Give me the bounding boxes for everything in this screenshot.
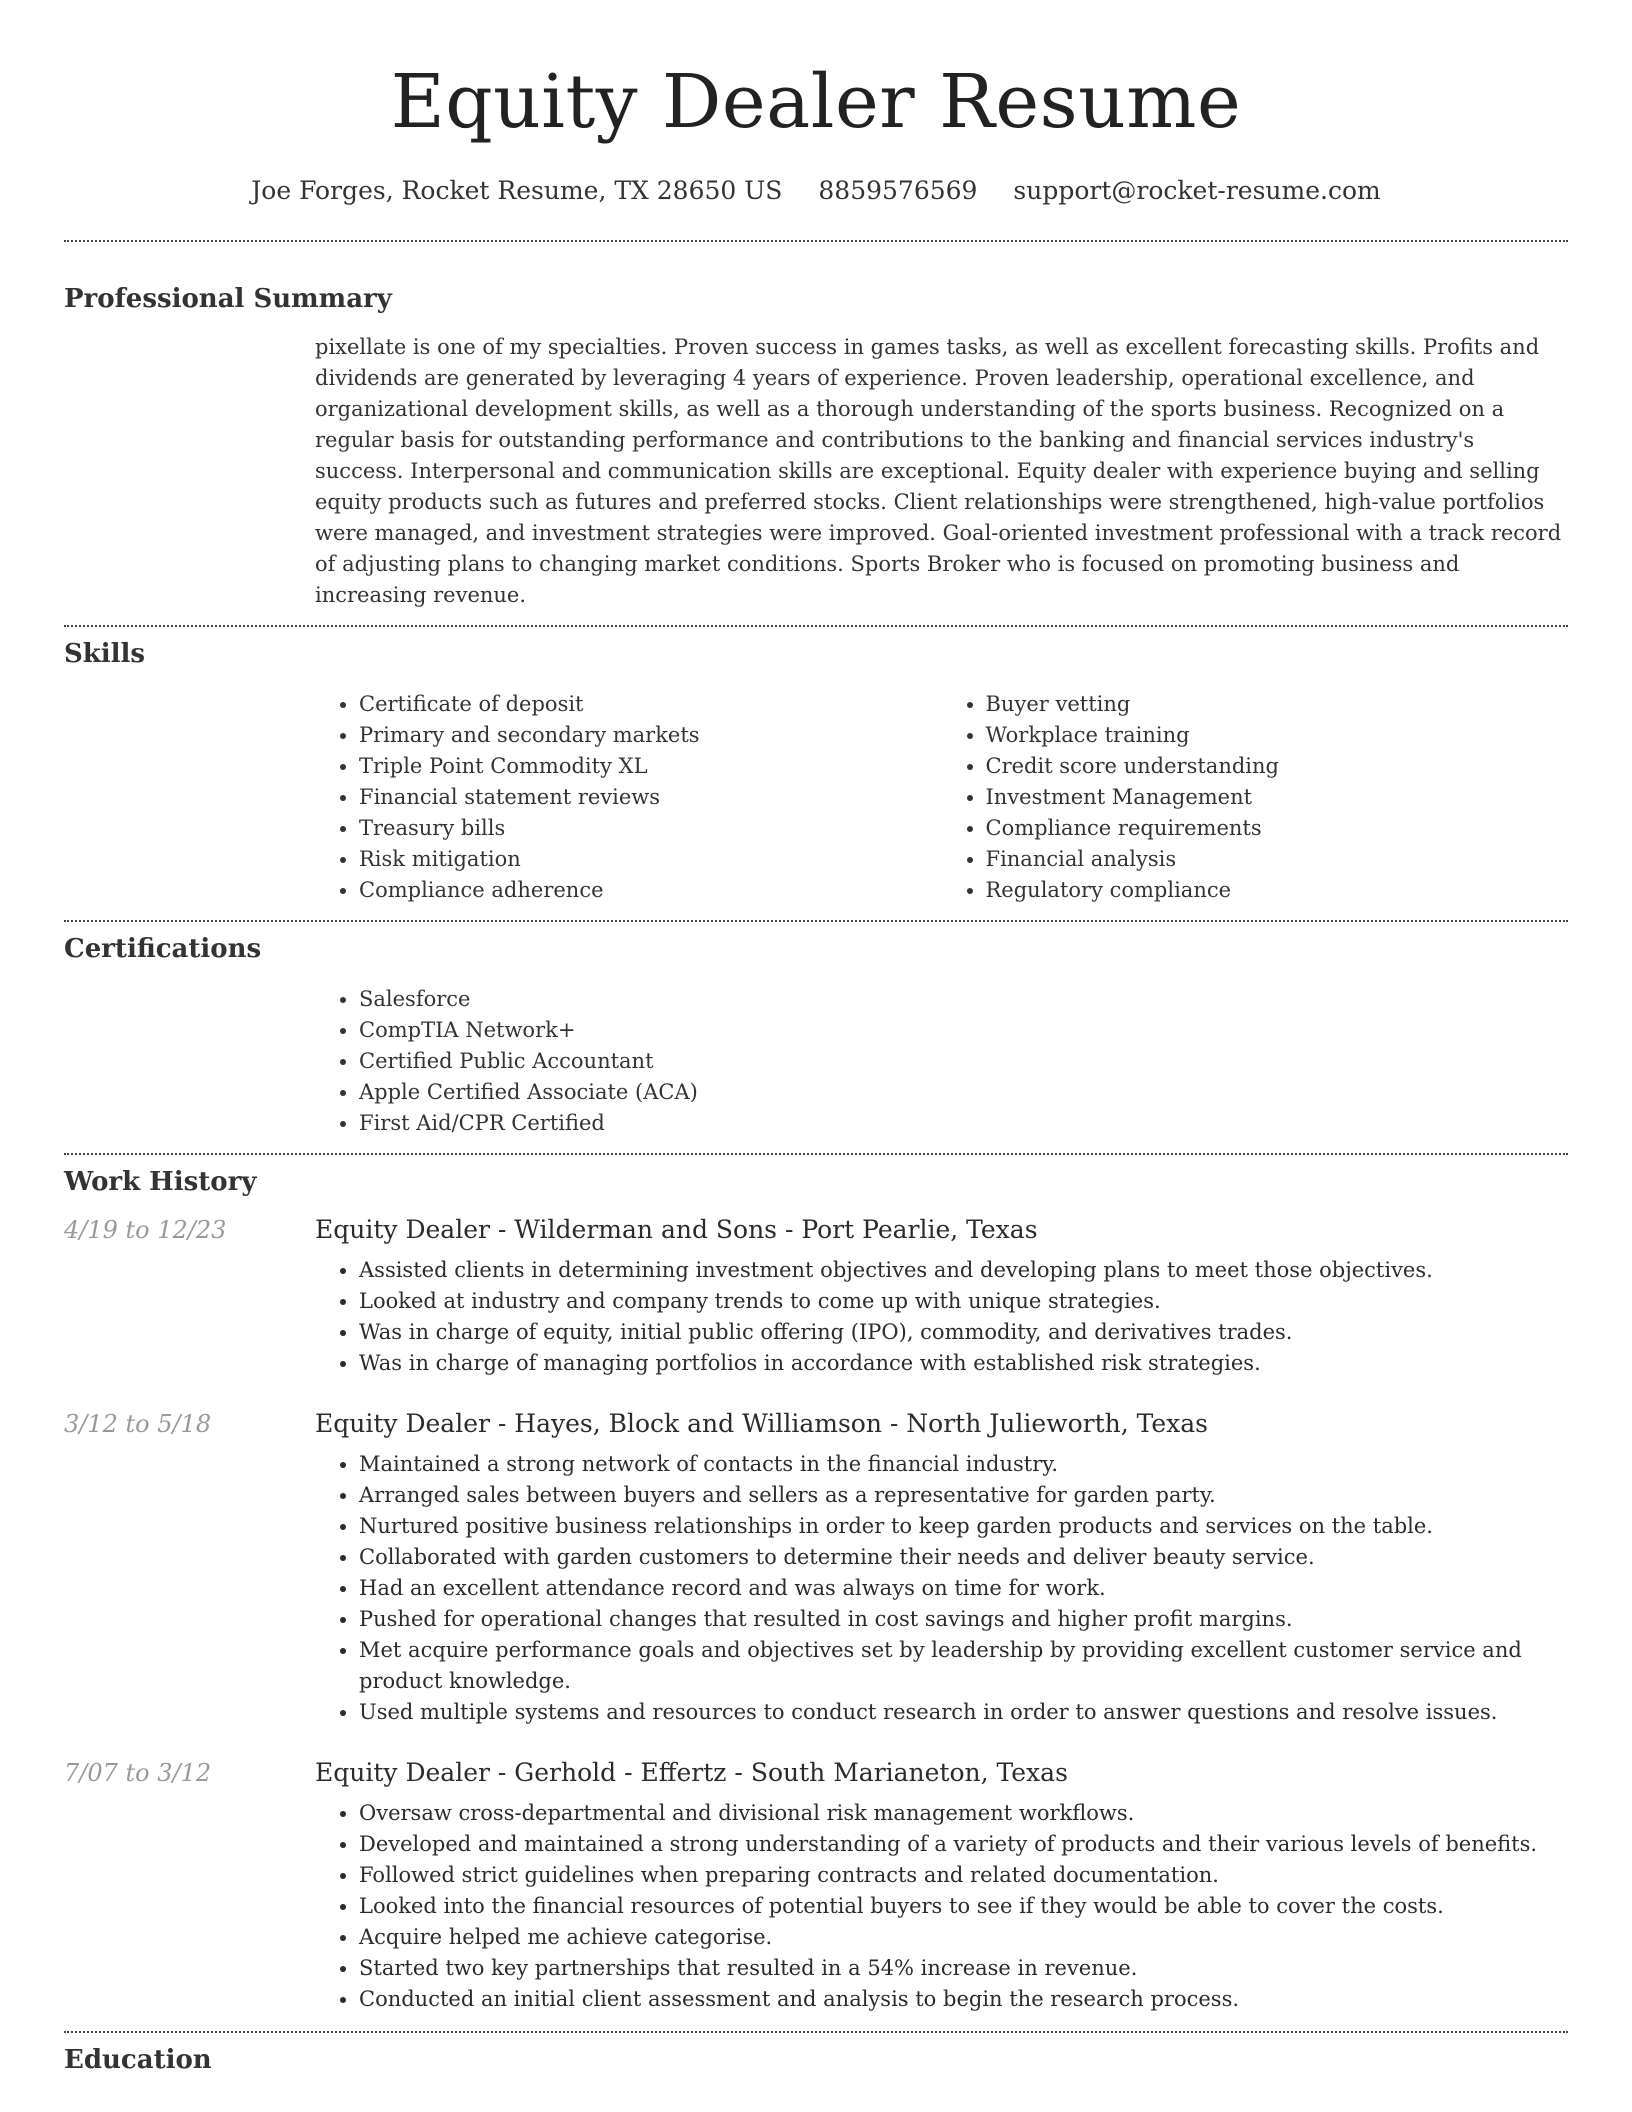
section-heading-work-history: Work History	[64, 1167, 257, 1197]
summary-text: pixellate is one of my specialties. Proven success in games tasks, as well as excellent forecasting skills. Profits and dividends are generated by leveraging 4 years of experience. Proven leadership, operational excellence, and organizational development skills, as well as a thorough understanding of the sports business. Recognized on a regular basis for outstanding performance and contributions to the banking and financial services industry's success. Interpersonal and communication skills are exceptional. Equity dealer with experience buying and selling equity products such as futures and preferred stocks. Client relationships were strengthened, high-value portfolios were managed, and investment strategies were improved. Goal-oriented investment professional with a track record of adjusting plans to changing market conditions. Sports Broker who is focused on promoting business and increasing revenue.	[315, 335, 1562, 607]
list-item: • Arranged sales between buyers and sellers as a representative for garden party.	[359, 1480, 1568, 1511]
list-item: • Investment Management	[986, 782, 1569, 813]
list-item: • Pushed for operational changes that resulted in cost savings and higher profit margins.	[359, 1604, 1568, 1635]
list-item: • Credit score understanding	[986, 751, 1569, 782]
contact-address: Joe Forges, Rocket Resume, TX 28650 US	[251, 176, 783, 205]
skills-columns	[315, 689, 1568, 906]
job-entry	[64, 1407, 1568, 1728]
list-item: • Used multiple systems and resources to conduct research in order to answer questions and resolve issues.	[359, 1697, 1568, 1728]
list-item: • First Aid/CPR Certified	[359, 1108, 1568, 1139]
list-item: • Followed strict guidelines when preparing contracts and related documentation.	[359, 1860, 1568, 1891]
list-item: • Apple Certified Associate (ACA)	[359, 1077, 1568, 1108]
list-item: • Compliance adherence	[359, 875, 942, 906]
job-bullets	[315, 1798, 1568, 2015]
list-item: • Collaborated with garden customers to determine their needs and deliver beauty service.	[359, 1542, 1568, 1573]
job-body	[315, 1213, 1568, 1379]
summary-body	[315, 332, 1568, 611]
list-item: • Financial analysis	[986, 844, 1569, 875]
list-item: • Started two key partnerships that resulted in a 54% increase in revenue.	[359, 1953, 1568, 1984]
list-item: • Looked at industry and company trends to come up with unique strategies.	[359, 1286, 1568, 1317]
divider	[64, 920, 1568, 922]
divider	[64, 625, 1568, 627]
section-heading-summary: Professional Summary	[64, 284, 392, 314]
contact-line	[64, 174, 1568, 208]
skills-body	[315, 689, 1568, 906]
list-item: • Oversaw cross-departmental and divisional risk management workflows.	[359, 1798, 1568, 1829]
skills-list-left	[315, 689, 942, 906]
list-item: • Certificate of deposit	[359, 689, 942, 720]
list-item: • Certified Public Accountant	[359, 1046, 1568, 1077]
list-item: • Met acquire performance goals and objectives set by leadership by providing excellent customer service and product knowledge.	[359, 1635, 1568, 1697]
list-item: • Was in charge of equity, initial public offering (IPO), commodity, and derivatives trades.	[359, 1317, 1568, 1348]
job-body	[315, 1756, 1568, 2015]
job-entry	[64, 1756, 1568, 2015]
list-item: • Acquire helped me achieve categorise.	[359, 1922, 1568, 1953]
certifications-body	[315, 984, 1568, 1139]
list-item: • Maintained a strong network of contacts in the financial industry.	[359, 1449, 1568, 1480]
divider	[64, 1153, 1568, 1155]
section-heading-skills: Skills	[64, 639, 146, 669]
job-body	[315, 1407, 1568, 1728]
section-heading-certifications: Certifications	[64, 934, 262, 964]
list-item: • Triple Point Commodity XL	[359, 751, 942, 782]
job-date: 4/19 to 12/23	[64, 1216, 227, 1244]
list-item: • Primary and secondary markets	[359, 720, 942, 751]
list-item: • Compliance requirements	[986, 813, 1569, 844]
list-item: • Buyer vetting	[986, 689, 1569, 720]
list-item: • Workplace training	[986, 720, 1569, 751]
divider	[64, 2031, 1568, 2033]
list-item: • Developed and maintained a strong understanding of a variety of products and their various levels of benefits.	[359, 1829, 1568, 1860]
list-item: • Salesforce	[359, 984, 1568, 1015]
list-item: • Looked into the financial resources of potential buyers to see if they would be able to cover the costs.	[359, 1891, 1568, 1922]
certifications-list	[315, 984, 1568, 1139]
list-item: • Treasury bills	[359, 813, 942, 844]
job-date: 7/07 to 3/12	[64, 1759, 212, 1787]
list-item: • Conducted an initial client assessment and analysis to begin the research process.	[359, 1984, 1568, 2015]
page-title: Equity Dealer Resume	[390, 59, 1242, 145]
list-item: • Financial statement reviews	[359, 782, 942, 813]
list-item: • Regulatory compliance	[986, 875, 1569, 906]
work-history-list	[64, 1213, 1568, 2015]
job-title: Equity Dealer - Gerhold - Effertz - South Marianeton, Texas	[315, 1758, 1068, 1787]
section-heading-education: Education	[64, 2045, 212, 2075]
list-item: • Had an excellent attendance record and was always on time for work.	[359, 1573, 1568, 1604]
job-title: Equity Dealer - Wilderman and Sons - Port Pearlie, Texas	[315, 1215, 1038, 1244]
job-title: Equity Dealer - Hayes, Block and Williamson - North Julieworth, Texas	[315, 1409, 1208, 1438]
skills-list-right	[942, 689, 1569, 906]
job-date: 3/12 to 5/18	[64, 1410, 212, 1438]
job-entry	[64, 1213, 1568, 1379]
contact-email: support@rocket-resume.com	[1013, 176, 1381, 205]
divider	[64, 240, 1568, 242]
job-bullets	[315, 1449, 1568, 1728]
list-item: • Risk mitigation	[359, 844, 942, 875]
contact-phone: 8859576569	[818, 176, 978, 205]
resume-page	[64, 0, 1568, 2077]
list-item: • Was in charge of managing portfolios in accordance with established risk strategies.	[359, 1348, 1568, 1379]
list-item: • Assisted clients in determining investment objectives and developing plans to meet those objectives.	[359, 1255, 1568, 1286]
job-bullets	[315, 1255, 1568, 1379]
list-item: • CompTIA Network+	[359, 1015, 1568, 1046]
list-item: • Nurtured positive business relationships in order to keep garden products and services on the table.	[359, 1511, 1568, 1542]
